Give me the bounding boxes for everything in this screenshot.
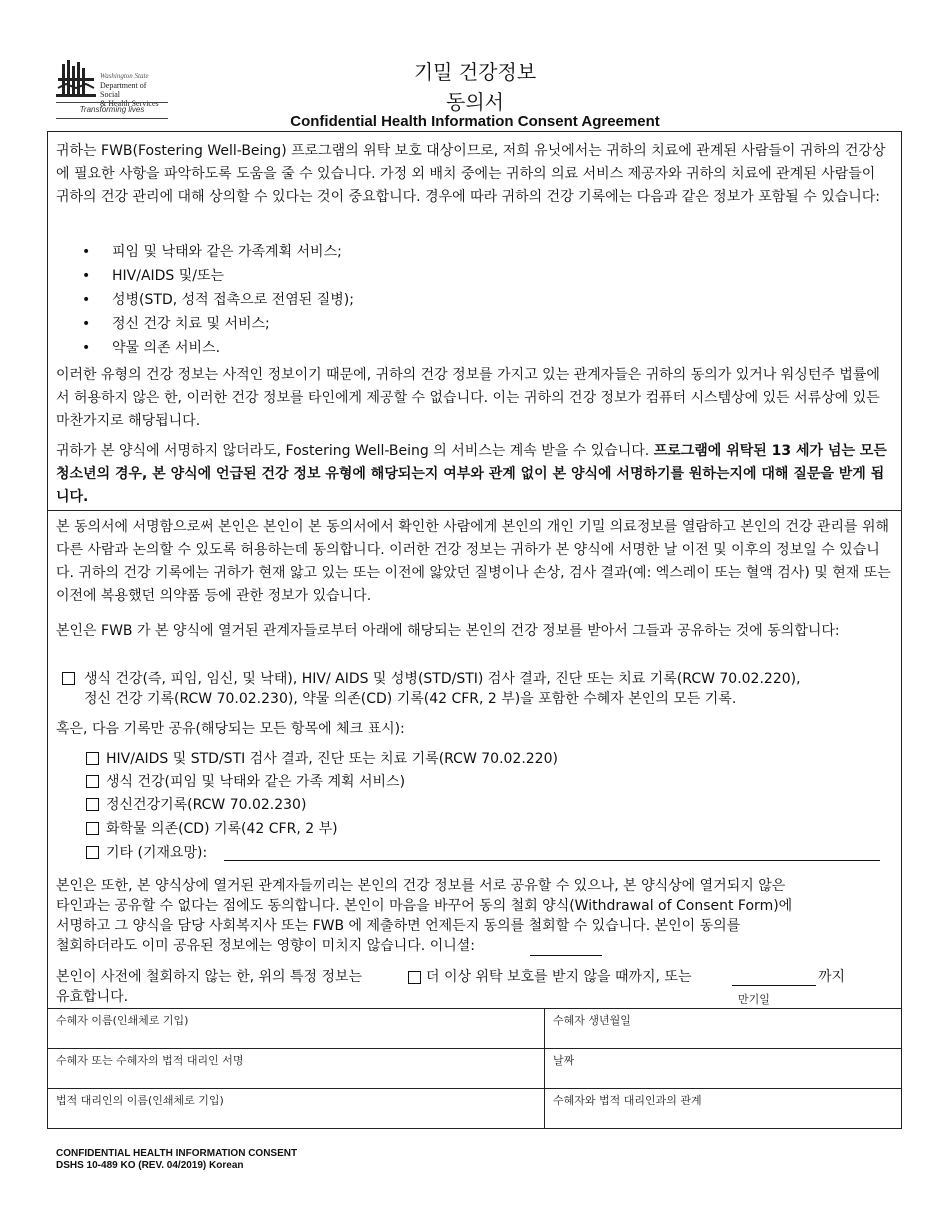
list-item: • 정신 건강 치료 및 서비스; xyxy=(80,312,780,336)
hiv-std-checkbox[interactable] xyxy=(86,752,99,765)
privacy-paragraph: 이러한 유형의 건강 정보는 사적인 정보이기 때문에, 귀하의 건강 정보를 가지고 있는 관계자들은 귀하의 동의가 있거나 워싱턴주 법률에서 허용하지 않은 한, 이러한 건강 정보를 타인에게 제공할 수 없습니다. 이는 귀하의 건강 정보가 컴퓨터 시스템상에 있든 서류상에 있든 마찬가지로 해당됩니다. xyxy=(56,367,880,429)
list-item: • 피임 및 낙태와 같은 가족계획 서비스; xyxy=(80,240,780,264)
list-item: • HIV/AIDS 및/또는 xyxy=(80,264,780,288)
fields-vertical-divider xyxy=(544,1008,545,1129)
page-title-korean: 기밀 건강정보 xyxy=(413,60,537,84)
list-item: • 약물 의존 서비스. xyxy=(80,336,780,360)
or-share-label: 혹은, 다음 기록만 공유(해당되는 모든 항목에 체크 표시): xyxy=(56,721,405,737)
expiry-date-label: 만기일 xyxy=(738,993,770,1006)
chemical-dependency-checkbox[interactable] xyxy=(86,822,99,835)
recipient-name-field[interactable]: 수혜자 이름(인쇄체로 기입) xyxy=(56,1014,189,1027)
all-records-line-1: 생식 건강(즉, 피임, 임신, 및 낙태), HIV/ AIDS 및 성병(STD/STI) 검사 결과, 진단 또는 치료 기록(RCW 70.02.220), xyxy=(84,671,801,687)
recipient-dob-field[interactable]: 수혜자 생년월일 xyxy=(553,1014,631,1027)
state-name: Washington State xyxy=(100,72,149,80)
notice-paragraph xyxy=(56,440,891,509)
list-item: • 성병(STD, 성적 접촉으로 전염된 질병); xyxy=(80,288,780,312)
reproductive-health-checkbox[interactable] xyxy=(86,775,99,788)
all-records-line-2: 정신 건강 기록(RCW 70.02.230), 약물 의존(CD) 기록(42 CFR, 2 부)을 포함한 수혜자 본인의 모든 기록. xyxy=(84,691,737,707)
share-line-4: 철회하더라도 이미 공유된 정보에는 영향이 미치지 않습니다. 이니셜: xyxy=(56,938,475,954)
mental-health-checkbox[interactable] xyxy=(86,798,99,811)
share-line-3: 서명하고 그 양식을 담당 사회복지사 또는 FWB 에 제출하면 언제든지 동의를 철회할 수 있습니다. 본인이 동의를 xyxy=(56,918,741,934)
all-records-checkbox[interactable] xyxy=(62,672,75,685)
dshs-building-icon xyxy=(56,58,98,100)
valid-line-2: 유효합니다. xyxy=(56,989,129,1005)
footer-form-number: DSHS 10-489 KO (REV. 04/2019) Korean xyxy=(56,1160,244,1171)
valid-part-3: 까지 xyxy=(818,969,846,985)
date-field[interactable]: 날짜 xyxy=(553,1054,575,1067)
rep-name-field[interactable]: 법적 대리인의 이름(인쇄체로 기입) xyxy=(56,1094,224,1107)
initials-field[interactable] xyxy=(530,955,602,956)
fields-divider-2 xyxy=(47,1048,902,1049)
expiry-date-field[interactable] xyxy=(732,985,816,986)
dept-line-1: Department of Social xyxy=(100,81,147,99)
share-line-2: 타인과는 공유할 수 없다는 점에도 동의합니다. 본인이 마음을 바꾸어 동의 철회 양식(Withdrawal of Consent Form)에 xyxy=(56,898,793,914)
logo-rule-top xyxy=(56,102,168,103)
fields-divider-1 xyxy=(47,1008,902,1009)
health-info-list xyxy=(80,240,780,360)
logo-rule-bottom xyxy=(56,118,168,119)
share-line-1: 본인은 또한, 본 양식상에 열거된 관계자들끼리는 본인의 건강 정보를 서로 공유할 수 있으나, 본 양식상에 열거되지 않은 xyxy=(56,878,786,894)
dshs-logo xyxy=(56,58,168,122)
option-hiv-std: HIV/AIDS 및 STD/STI 검사 결과, 진단 또는 치료 기록(RCW 70.02.220) xyxy=(106,751,558,767)
logo-tagline: Transforming lives xyxy=(79,105,145,114)
section-divider xyxy=(47,510,902,511)
consent-paragraph: 본 동의서에 서명함으로써 본인은 본인이 본 동의서에서 확인한 사람에게 본인의 개인 기밀 의료정보를 열람하고 본인의 건강 관리를 위해 다른 사람과 논의할 수 있도록 허용하는데 동의합니다. 이러한 건강 정보는 귀하가 본 양식에 서명한 날 이전 및 이후의 정보일 수 있습니다. 귀하의 건강 기록에는 귀하가 현재 앓고 있는 또는 이전에 앓았던 질병이나 손상, 검사 결과(예: 엑스레이 또는 혈액 검사) 및 현재 또는 이전에 복용했던 의약품 등에 관한 정보가 있습니다. xyxy=(56,519,891,604)
option-other: 기타 (기재요망): xyxy=(106,845,208,861)
page-subtitle-korean: 동의서 xyxy=(446,90,504,114)
option-chemical-dependency: 화학물 의존(CD) 기록(42 CFR, 2 부) xyxy=(106,821,338,837)
intro-paragraph: 귀하는 FWB(Fostering Well-Being) 프로그램의 위탁 보호 대상이므로, 저희 유닛에서는 귀하의 치료에 관계된 사람들이 귀하의 건강상에 필요한 사항을 파악하도록 도움을 줄 수 있습니다. 가정 외 배치 중에는 귀하의 의료 서비스 제공자와 귀하의 치료에 관계된 사람들이 귀하의 건강 관리에 대해 상의할 수 있다는 것이 중요합니다. 경우에 따라 귀하의 건강 기록에는 다음과 같은 정보가 포함될 수 있습니다: xyxy=(56,143,886,205)
valid-part-1: 본인이 사전에 철회하지 않는 한, 위의 특정 정보는 xyxy=(56,969,363,985)
dept-line-2: & Health Services xyxy=(100,99,159,108)
relationship-field[interactable]: 수혜자와 법적 대리인과의 관계 xyxy=(553,1094,702,1107)
notice-bold: 프로그램에 위탁된 13 세가 넘는 모든 청소년의 경우, 본 양식에 언급된 건강 정보 유형에 해당되는지 여부와 관계 없이 본 양식에 서명하기를 원하는지에 대해 질문을 받게 됩니다. xyxy=(56,443,887,505)
agree-paragraph: 본인은 FWB 가 본 양식에 열거된 관계자들로부터 아래에 해당되는 본인의 건강 정보를 받아서 그들과 공유하는 것에 동의합니다: xyxy=(56,623,840,639)
other-specify-field[interactable] xyxy=(224,860,880,861)
footer-form-title: CONFIDENTIAL HEALTH INFORMATION CONSENT xyxy=(56,1148,298,1159)
page-title-english: Confidential Health Information Consent Agreement xyxy=(290,113,660,130)
other-checkbox[interactable] xyxy=(86,846,99,859)
valid-part-2: 더 이상 위탁 보호를 받지 않을 때까지, 또는 xyxy=(426,969,692,985)
signature-field[interactable]: 수혜자 또는 수혜자의 법적 대리인 서명 xyxy=(56,1054,244,1067)
notice-regular: 귀하가 본 양식에 서명하지 않더라도, Fostering Well-Being 의 서비스는 계속 받을 수 있습니다. xyxy=(56,443,654,459)
option-mental-health: 정신건강기록(RCW 70.02.230) xyxy=(106,797,307,813)
option-reproductive-health: 생식 건강(피임 및 낙태와 같은 가족 계획 서비스) xyxy=(106,774,406,790)
no-longer-in-care-checkbox[interactable] xyxy=(408,971,421,984)
fields-divider-3 xyxy=(47,1088,902,1089)
